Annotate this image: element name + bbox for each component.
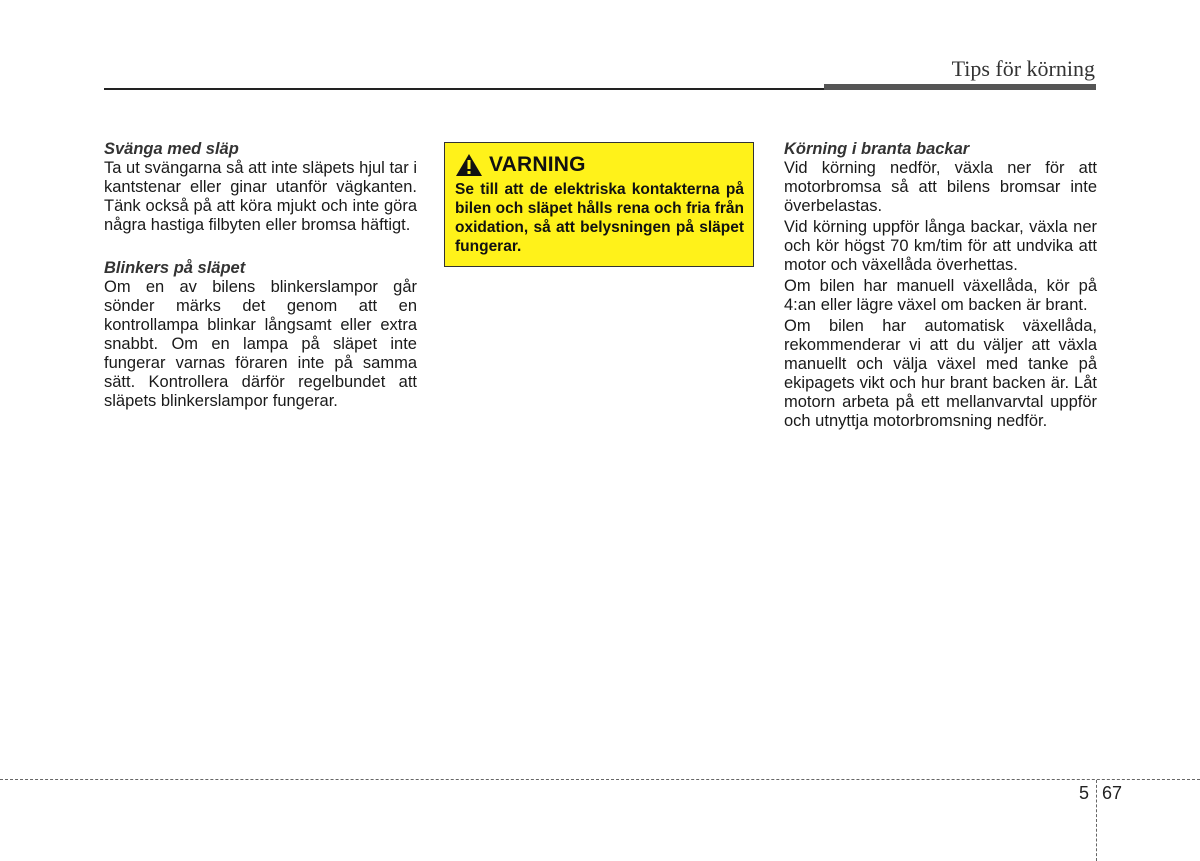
warning-text: Se till att de elektriska kontakterna på bilen och släpet hålls rena och fria från oxidation, så att belysningen på släpet fungerar. <box>455 181 744 255</box>
section-paragraph: Vid körning nedför, växla ner för att motorbromsa så att bilens bromsar inte överbelastas. <box>784 159 1097 215</box>
section-paragraph: Vid körning uppför långa backar, växla ner och kör högst 70 km/tim för att undvika att motor och växellåda överhettas. <box>784 218 1097 274</box>
chapter-number: 5 <box>1079 783 1090 803</box>
warning-triangle-icon <box>455 153 483 177</box>
section-title: Blinkers på släpet <box>104 259 246 277</box>
section-paragraph: Om en av bilens blinkerslampor går sönder märks det genom att en kontrollampa blinkar långsamt eller extra snabbt. Om en lampa på släpet inte fungerar varnas föraren inte på samma sätt. Kontrollera därför regelbundet att släpets blinkerslampor fungerar. <box>104 278 417 410</box>
warning-title: VARNING <box>489 153 586 176</box>
section-paragraph: Om bilen har manuell växellåda, kör på 4:an eller lägre växel om backen är brant. <box>784 277 1097 314</box>
left-column <box>104 140 417 413</box>
page-header-title: Tips för körning <box>951 56 1095 81</box>
section-paragraph: Ta ut svängarna så att inte släpets hjul tar i kantstenar eller ginar utanför vägkanten. Tänk också på att köra mjukt och inte göra några hastiga filbyten eller bromsa häftigt. <box>104 159 417 234</box>
page-number: 67 <box>1102 783 1123 803</box>
warning-header <box>455 153 744 177</box>
section-title: Körning i branta backar <box>784 140 970 158</box>
right-column <box>784 140 1097 433</box>
section-paragraph: Om bilen har automatisk växellåda, rekommenderar vi att du väljer att växla manuellt och välja växel med tanke på ekipagets vikt och hur brant backen är. Låt motorn arbeta på ett mellanvarvtal uppför och utnyttja motorbromsning nedför. <box>784 317 1097 430</box>
footer-divider <box>0 779 1200 780</box>
section-title: Svänga med släp <box>104 140 239 158</box>
header-rule-accent <box>824 84 1096 90</box>
footer-vertical-divider <box>1096 780 1097 861</box>
header-rule <box>104 88 824 90</box>
warning-box <box>444 142 754 267</box>
